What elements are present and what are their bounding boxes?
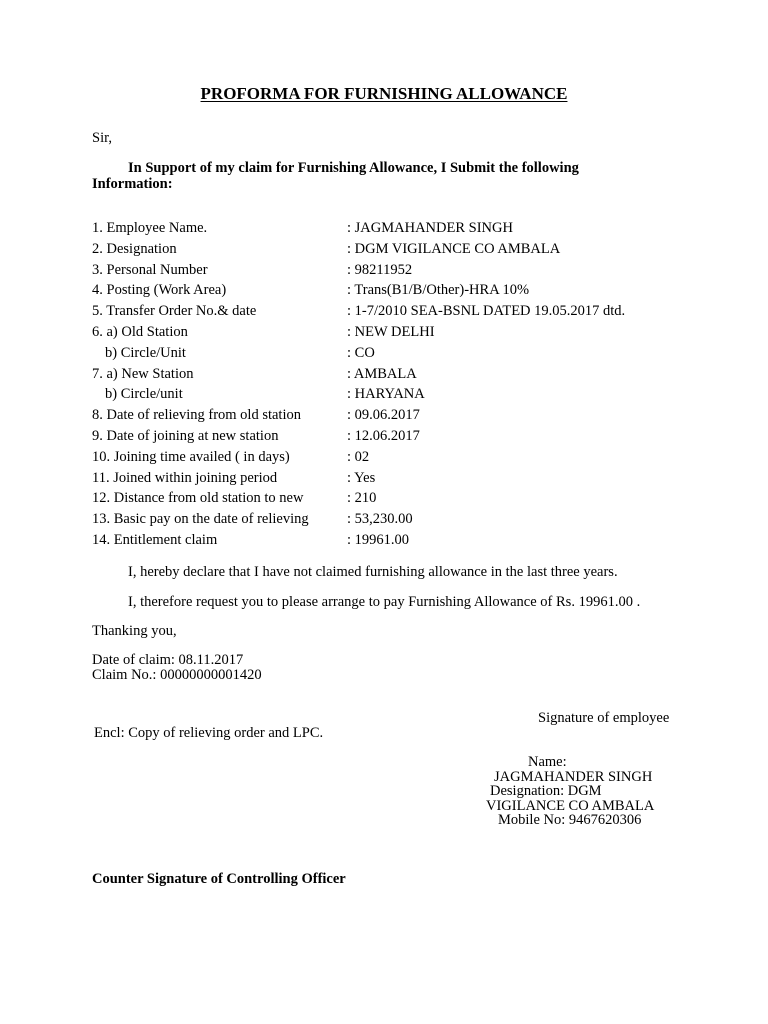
- field-label: 14. Entitlement claim: [92, 531, 218, 548]
- document-title: PROFORMA FOR FURNISHING ALLOWANCE: [200, 84, 568, 103]
- declaration-line: I, hereby declare that I have not claimed furnishing allowance in the last three years.: [128, 564, 618, 580]
- field-row: [92, 384, 692, 405]
- employee-name: JAGMAHANDER SINGH: [494, 769, 653, 785]
- name-label: Name:: [528, 754, 567, 770]
- intro-line-2: Information:: [92, 176, 173, 192]
- field-value: : 19961.00: [347, 531, 410, 548]
- field-row: [92, 468, 692, 489]
- field-row: [92, 280, 692, 301]
- field-label: 9. Date of joining at new station: [92, 427, 279, 444]
- field-value: : HARYANA: [347, 386, 425, 403]
- field-row: [92, 260, 692, 281]
- designation-label: Designation: DGM: [490, 783, 602, 799]
- request-line: I, therefore request you to please arrange to pay Furnishing Allowance of Rs. 19961.00 .: [128, 594, 641, 610]
- field-value: : JAGMAHANDER SINGH: [347, 220, 513, 236]
- field-value: : 09.06.2017: [347, 407, 420, 424]
- field-value: : Yes: [347, 469, 376, 486]
- field-row: [92, 530, 692, 551]
- field-value: : 210: [347, 490, 377, 507]
- field-label: 3. Personal Number: [92, 261, 208, 278]
- date-of-claim: Date of claim: 08.11.2017: [92, 652, 244, 668]
- field-label: 1. Employee Name.: [92, 220, 208, 236]
- claim-number: Claim No.: 00000000001420: [92, 667, 262, 683]
- field-value: : AMBALA: [347, 365, 417, 382]
- field-row: [92, 322, 692, 343]
- field-value: : 53,230.00: [347, 511, 413, 528]
- salutation: Sir,: [92, 130, 112, 146]
- field-row: [92, 343, 692, 364]
- counter-signature-heading: Counter Signature of Controlling Officer: [92, 871, 346, 887]
- field-label: b) Circle/unit: [105, 386, 183, 403]
- field-row: [92, 301, 692, 322]
- field-row: [92, 509, 692, 530]
- field-label: 4. Posting (Work Area): [92, 282, 227, 299]
- field-label: 2. Designation: [92, 240, 177, 257]
- mobile-number: Mobile No: 9467620306: [498, 812, 642, 828]
- field-value: : 12.06.2017: [347, 427, 420, 444]
- field-label: 8. Date of relieving from old station: [92, 407, 301, 424]
- field-label: 12. Distance from old station to new: [92, 490, 304, 507]
- field-value: : 98211952: [347, 261, 413, 278]
- field-label: 10. Joining time availed ( in days): [92, 448, 290, 465]
- field-row: [92, 239, 692, 260]
- field-row: [92, 426, 692, 447]
- field-label: 11. Joined within joining period: [92, 469, 278, 486]
- field-value: : NEW DELHI: [347, 323, 435, 340]
- field-value: : DGM VIGILANCE CO AMBALA: [347, 240, 561, 257]
- field-value: : 1-7/2010 SEA-BSNL DATED 19.05.2017 dtd.: [347, 303, 626, 320]
- field-row: [92, 364, 692, 385]
- signature-of-employee-label: Signature of employee: [538, 710, 670, 726]
- intro-paragraph: [92, 160, 652, 192]
- field-row: [92, 218, 692, 239]
- field-value: : CO: [347, 344, 375, 361]
- field-label: 13. Basic pay on the date of relieving: [92, 511, 309, 528]
- field-row: [92, 488, 692, 509]
- fields-list: [92, 218, 692, 551]
- designation-value: VIGILANCE CO AMBALA: [486, 798, 655, 814]
- field-label: 5. Transfer Order No.& date: [92, 303, 257, 320]
- field-label: 7. a) New Station: [92, 365, 194, 382]
- field-value: : 02: [347, 448, 370, 465]
- enclosure-note: Encl: Copy of relieving order and LPC.: [94, 725, 324, 741]
- intro-line-1: In Support of my claim for Furnishing Allowance, I Submit the following: [128, 160, 579, 176]
- field-row: [92, 447, 692, 468]
- field-label: 6. a) Old Station: [92, 323, 188, 340]
- field-label: b) Circle/Unit: [105, 344, 186, 361]
- field-row: [92, 405, 692, 426]
- thanking-text: Thanking you,: [92, 623, 177, 639]
- field-value: : Trans(B1/B/Other)-HRA 10%: [347, 282, 530, 299]
